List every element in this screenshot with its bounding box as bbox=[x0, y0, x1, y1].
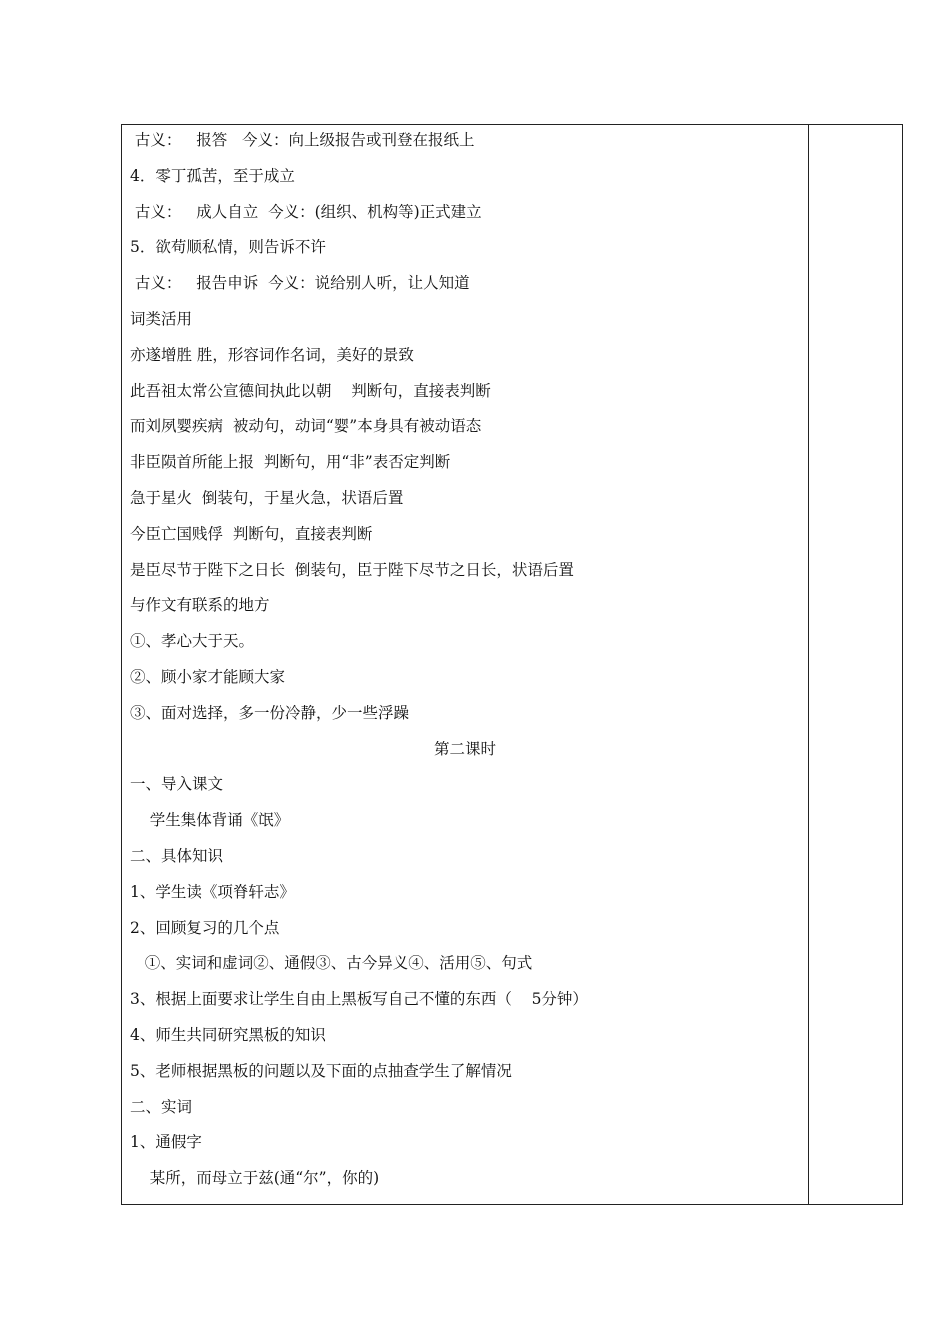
text-line: 某所，而母立于兹(通“尔”，你的) bbox=[130, 1169, 380, 1188]
text-line: ③、面对选择，多一份冷静，少一些浮躁 bbox=[130, 703, 410, 722]
text-line: ②、顾小家才能顾大家 bbox=[130, 667, 286, 686]
text-line: 2、回顾复习的几个点 bbox=[130, 918, 280, 937]
section-heading: 与作文有联系的地方 bbox=[130, 596, 270, 615]
section-heading: 词类活用 bbox=[130, 309, 193, 328]
text-line: 今臣亡国贱俘 判断句，直接表判断 bbox=[130, 524, 373, 543]
text-line: 1、学生读《项脊轩志》 bbox=[130, 882, 295, 901]
text-line: ①、实词和虚词②、通假③、古今异义④、活用⑤、句式 bbox=[130, 954, 533, 973]
text-line: 此吾祖太常公宣德间执此以朝 判断句，直接表判断 bbox=[130, 381, 491, 400]
notes-column bbox=[810, 125, 902, 1204]
text-line: 古义： 报答 今义：向上级报告或刊登在报纸上 bbox=[130, 131, 475, 149]
text-line: 古义： 成人自立 今义：(组织、机构等)正式建立 bbox=[130, 202, 482, 221]
text-line: 学生集体背诵《氓》 bbox=[130, 811, 290, 830]
lesson-table bbox=[121, 124, 903, 1205]
text-line: ①、孝心大于天。 bbox=[130, 632, 255, 651]
text-line: 3、根据上面要求让学生自由上黑板写自己不懂的东西（ 5分钟） bbox=[130, 990, 588, 1009]
text-line: 1、通假字 bbox=[130, 1133, 202, 1152]
text-line: 亦遂增胜 胜，形容词作名词，美好的景致 bbox=[130, 345, 414, 364]
section-heading: 二、具体知识 bbox=[130, 846, 224, 865]
lesson-content bbox=[130, 128, 800, 1202]
text-line: 5、老师根据黑板的问题以及下面的点抽查学生了解情况 bbox=[130, 1061, 512, 1080]
section-heading: 二、实词 bbox=[130, 1097, 193, 1116]
text-line: 古义： 报告申诉 今义：说给别人听，让人知道 bbox=[130, 274, 470, 293]
text-line: 非臣陨首所能上报 判断句，用“非”表否定判断 bbox=[130, 453, 451, 472]
column-divider bbox=[808, 125, 809, 1204]
section-heading: 一、导入课文 bbox=[130, 775, 224, 794]
text-line: 4．零丁孤苦，至于成立 bbox=[130, 166, 295, 185]
text-line: 急于星火 倒装句，于星火急，状语后置 bbox=[130, 488, 404, 507]
text-line: 4、师生共同研究黑板的知识 bbox=[130, 1025, 326, 1044]
lesson-period-title: 第二课时 bbox=[433, 739, 496, 758]
text-line: 5．欲苟顺私情，则告诉不许 bbox=[130, 238, 326, 257]
text-line: 而刘夙婴疾病 被动句，动词“婴”本身具有被动语态 bbox=[130, 417, 482, 436]
text-line: 是臣尽节于陛下之日长 倒装句，臣于陛下尽节之日长，状语后置 bbox=[130, 560, 574, 579]
